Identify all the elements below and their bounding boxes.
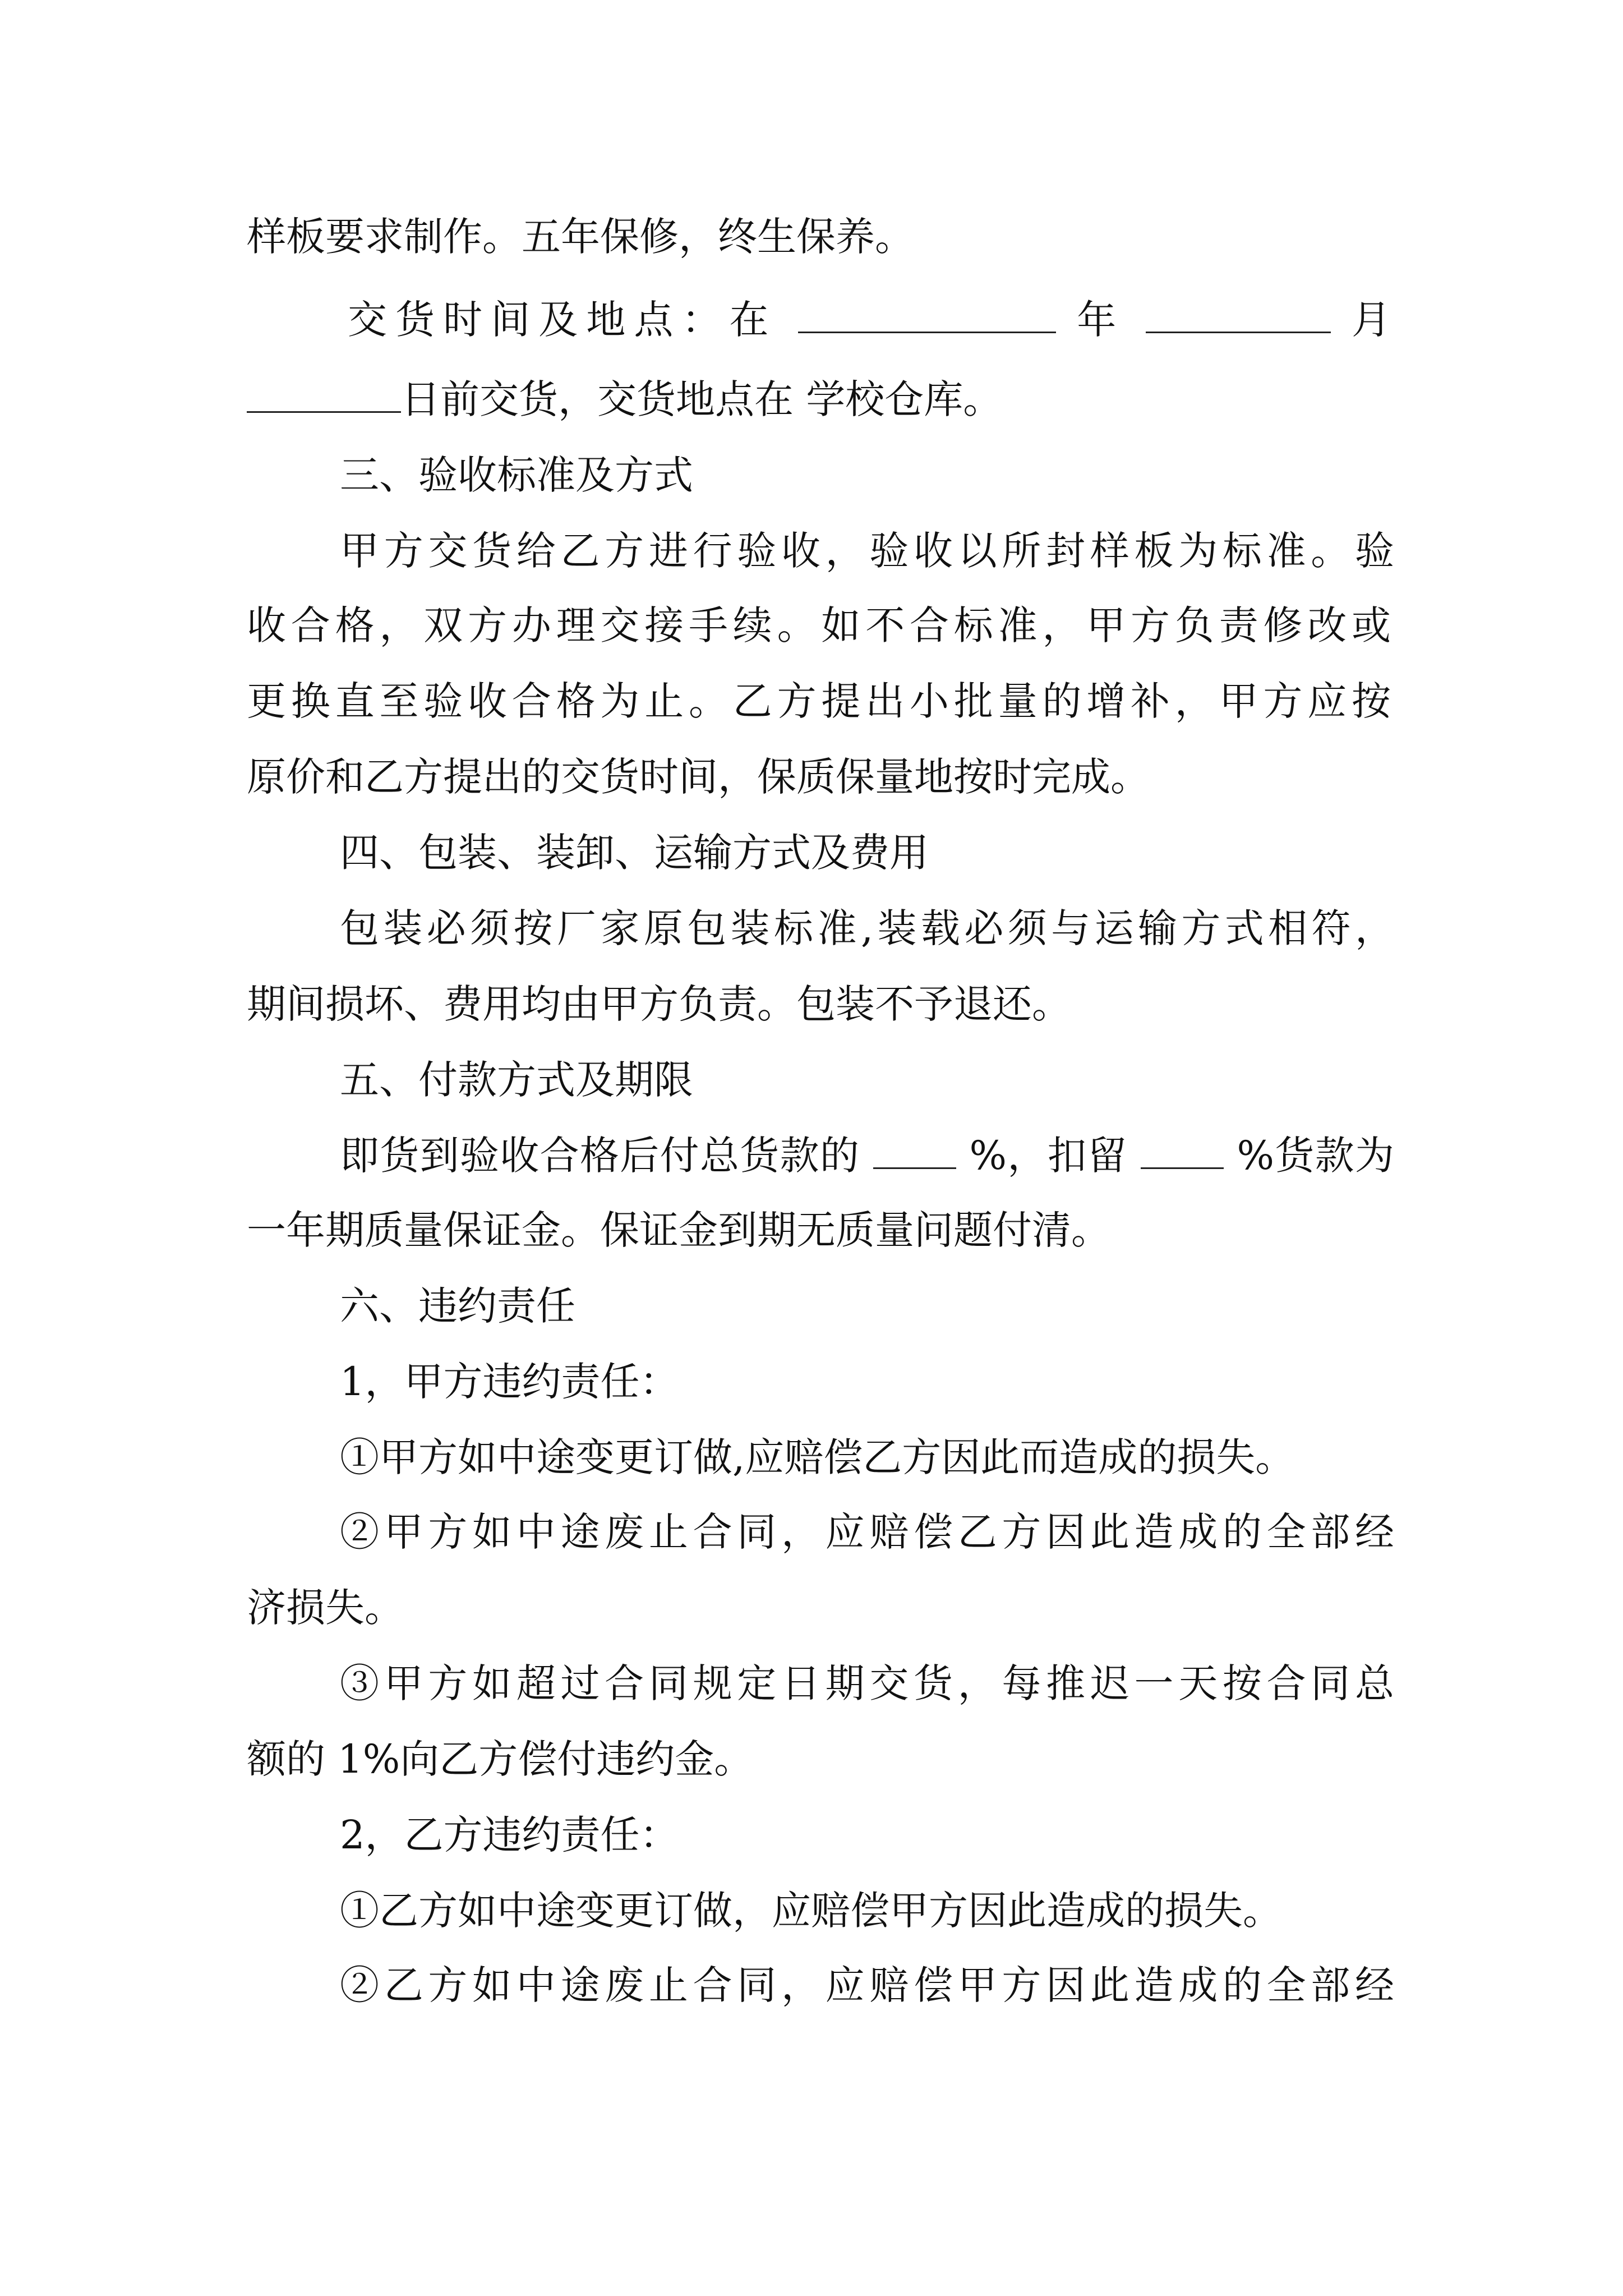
text-fragment: %，扣留 xyxy=(969,1133,1128,1179)
text-line: 样板要求制作。五年保修，终生保养。 xyxy=(247,214,914,260)
list-item: ②甲方如中途废止合同，应赔偿乙方因此造成的全部经 xyxy=(340,1509,1394,1555)
text-fragment: %货款为 xyxy=(1237,1133,1395,1179)
text-fragment: 年 xyxy=(1077,297,1125,343)
list-item: ③甲方如超过合同规定日期交货，每推迟一天按合同总 xyxy=(340,1660,1394,1706)
section-heading: 六、违约责任 xyxy=(340,1283,575,1329)
text-line: 包装必须按厂家原包装标准,装载必须与运输方式相符， xyxy=(340,905,1394,951)
section-heading: 三、验收标准及方式 xyxy=(340,452,693,498)
day-blank xyxy=(247,376,401,413)
text-line: 收合格，双方办理交接手续。如不合标准，甲方负责修改或 xyxy=(247,602,1391,648)
text-fragment: 月 xyxy=(1352,297,1391,343)
payment-line xyxy=(340,1128,1394,1184)
text-line: 甲方交货给乙方进行验收，验收以所封样板为标准。验 xyxy=(340,528,1394,574)
text-line: 期间损坏、费用均由甲方负责。包装不予退还。 xyxy=(247,981,1071,1027)
text-line: 额的 1%向乙方偿付违约金。 xyxy=(247,1736,754,1782)
month-blank xyxy=(1146,297,1331,333)
list-item: ①乙方如中途变更订做，应赔偿甲方因此造成的损失。 xyxy=(340,1888,1282,1934)
text-line: 更换直至验收合格为止。乙方提出小批量的增补，甲方应按 xyxy=(247,678,1391,724)
text-line: 济损失。 xyxy=(247,1585,404,1631)
subsection-heading: 2，乙方违约责任： xyxy=(340,1812,679,1858)
subsection-heading: 1，甲方违约责任： xyxy=(340,1359,679,1405)
text-fragment: 即货到验收合格后付总货款的 xyxy=(340,1133,860,1179)
percent-blank xyxy=(873,1133,956,1169)
delivery-place-line xyxy=(247,371,1391,427)
section-heading: 四、包装、装卸、运输方式及费用 xyxy=(340,830,929,876)
section-heading: 五、付款方式及期限 xyxy=(340,1057,693,1103)
percent-blank xyxy=(1141,1133,1224,1169)
text-fragment: 交货时间及地点：在 xyxy=(348,297,777,343)
text-fragment: 日前交货，交货地点在 学校仓库。 xyxy=(401,376,1003,422)
delivery-time-line xyxy=(348,292,1391,348)
list-item: ②乙方如中途废止合同，应赔偿甲方因此造成的全部经 xyxy=(340,1962,1394,2008)
text-line: 原价和乙方提出的交货时间，保质保量地按时完成。 xyxy=(247,754,1150,800)
year-blank xyxy=(798,297,1056,333)
list-item: ①甲方如中途变更订做,应赔偿乙方因此而造成的损失。 xyxy=(340,1434,1295,1480)
text-line: 一年期质量保证金。保证金到期无质量问题付清。 xyxy=(247,1207,1110,1253)
